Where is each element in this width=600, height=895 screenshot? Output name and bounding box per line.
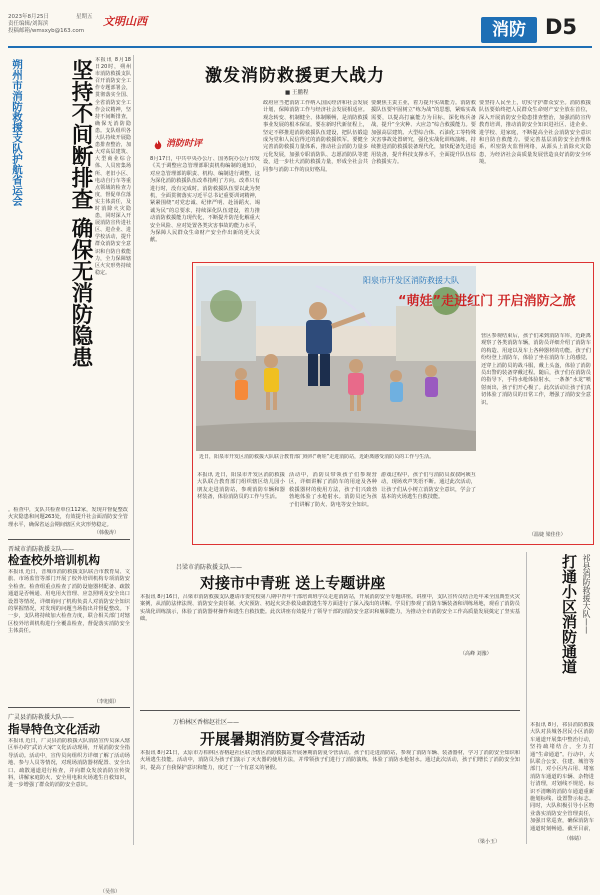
lecture-text: 本报讯 8月16日，吕梁市消防救援支队邀请市委党校第八期中青年干部培训班学员走进消防站，开展消防安全专题讲座。讲座中，支队宣传员结合近年来全国典型火灾案例，从消防法律法规、消防安全责任制、火灾预防、初起火灾扑救及疏散逃生等方面进行了深入浅出的讲解。学员们参观了消防车辆装备和训练场地，观看了消防员实战化训练演示，体验了消防器材操作和逃生自救技能。此次讲座有效提升了领导干部的消防安全意识和履职能力，为推动全市消防安全工作高质量发展奠定了坚实基础。: [140, 594, 520, 623]
divider: [140, 710, 520, 711]
right-author: （韩婧）: [564, 836, 585, 842]
lecture-author: （高峰 刘豫）: [460, 651, 492, 657]
summer-story: [140, 714, 523, 844]
main-byline: ■ 王鹏程: [285, 90, 309, 96]
story2-author: （李旭娟）: [94, 699, 120, 705]
feature-box: [192, 262, 594, 545]
feature-kicker: 阳泉市开发区消防救援大队: [363, 276, 459, 285]
feature-right-text: 营区参观结束后，孩子们来到消防车库，近距离观察了各类消防车辆，消防员详细介绍了消防车的构造、用途以及车上各种器材的功能。孩子们纷纷登上消防车，体验了坐在消防车上的感觉，还穿上消防员的战斗服，戴上头盔，体验了消防员出警的装备穿戴过程。随后，孩子们在消防员的指导下，手持水枪体验射水，一条条“水龙”喷射而出，孩子们开心极了。此次活动让孩子们真切体验了消防员的日常工作，增强了消防安全意识。: [481, 333, 591, 406]
section-label: 消防: [492, 20, 526, 40]
story2-title: 检查校外培训机构: [8, 553, 100, 567]
story3-text: 本报讯 近日，广灵县消防救援大队消防宣传员深入辖区举办的“武访大家”文化活动现场，开展消防安全指导活动。活动中，宣传员向组织方详细了解了活动场地、参与人员等情况，对现场消防器材配置、安全出口、疏散通道进行检查，并向群众发放消防宣传资料，讲解家庭防火、安全用电和火场逃生自救知识，进一步增强了群众的消防安全意识。: [8, 738, 130, 789]
lecture-kicker: 吕梁市消防救援支队——: [176, 564, 243, 571]
main-col4: 要坚持人民至上，切实守护群众安全。消防救援队伍要始终把人民群众生命财产安全放在首位，深入开展消防安全隐患排查整治，加强消防宣传教育培训，推动消防安全知识进社区、进企业、进学校、进家庭，不断提高全社会消防安全意识和自防自救能力。要完善基层消防安全治理体系，织密防火监督网络，从源头上消除火灾隐患，为经济社会高质量发展营造良好消防安全环境。: [479, 100, 591, 166]
masthead: [0, 0, 600, 52]
column-tag-label: 消防时评: [166, 139, 203, 149]
main-headline: 激发消防救援更大战力: [205, 66, 385, 86]
flame-icon: [152, 136, 164, 148]
masthead-rule: [8, 46, 592, 48]
right-title: 打通小区消防通道: [560, 554, 578, 674]
feature-author: （温婕 梁佳佳）: [529, 532, 566, 538]
main-col2: 政府应当把消防工作纳入国民经济和社会发展计划，保障消防工作与经济社会发展相适应。观念转变、机制健全、体制顺畅，是消防救援事业发展的根本保证。要在新时代新征程上，坚定不移推进消防救援队伍建设，把队伍锻造成为党和人民信得过的消防救援铁军。要健全完善消防救援力量体系，推动社会消防力量多元化发展，加强专职消防队、志愿消防队等建设，进一步壮大消防救援力量，形成全社会共同参与消防工作的良好格局。: [263, 100, 368, 173]
divider: [8, 707, 130, 708]
feature-col2: 活动中，消防员带领孩子们参观营区，详细讲解了消防车的用途及各种救援器材的使用方法，孩子们兴致勃勃地体验了水枪射水。消防员还为孩子们讲解了防火、防电等安全知识。: [289, 472, 377, 508]
editor-credit: 责任编辑/刘海滨: [8, 21, 49, 27]
photo-caption: 近日，阳泉市开发区消防救援大队联合教育部门组织“萌娃”走进消防站，近距离感受消防员的工作与生活。: [199, 454, 435, 460]
page-number: D5: [545, 15, 578, 39]
issue-weekday: 星期五: [76, 14, 93, 20]
left-intro-text: 本报讯 8月18日20时，朔州市消防救援支队召开消防安全工作专题部署会，贯彻落实全国、全省消防安全工作会议精神，坚持不间断排查，确保无消防隐患。支队组织各大队持续开展隐患排查整治，加大对高层建筑、大型商业综合体、人员密集场所、老旧小区、电动自行车等重点领域的检查力度，督促单位落实主体责任，及时消除火灾隐患，同时深入开展消防宣传进社区、进企业、进学校活动，提升群众消防安全意识和自防自救能力，全力保障辖区火灾形势持续稳定。: [95, 57, 131, 276]
submission-email: 投稿邮箱/wmsxyb@163.com: [8, 28, 85, 34]
right-text: 本报讯 8月，祁县消防救援大队对县城各居民小区消防车通道开展集中整治行动，坚持疏堵结合，全力打通“生命通道”。行动中，大队联合公安、住建、城管等部门，对小区内占用、堵塞消防车通道的车辆、杂物进行清理，对划线不规范、标识不清晰的消防车通道重新施划标线、设置警示标志。同时，大队积极引导小区物业落实消防安全管理责任，加强日常巡查，确保消防车通道时刻畅通。截至目前，: [530, 722, 594, 832]
divider: [8, 539, 130, 540]
right-story: [530, 552, 594, 844]
lecture-title: 对接市中青班 送上专题讲座: [200, 574, 386, 592]
summer-text: 本报讯 8月21日，太原市万柏林区香榕赵社区联合辖区消防救援站开展暑期消防夏令营活动。孩子们走进消防站，参观了消防车辆、装备器材，学习了消防安全知识和火场逃生技能。活动中，消防员为孩子们演示了灭火器的使用方法，并带领孩子们进行了消防演练，体验了消防水枪射水。通过此次活动，孩子们增长了消防安全知识，提高了自我保护意识和能力，度过了一个有意义的暑假。: [140, 750, 520, 771]
summer-author: （梁小玉）: [475, 839, 501, 845]
story2-text: 本报讯 近日，晋城市消防救援支队联合市教育局、文旅、市场监管等部门开展了校外培训机构专项消防安全检查。检查组重点检查了消防设施器材配备、疏散通道是否畅通、用电用火管理、应急照明及安全出口设置等情况，详细询问了机构负责人对消防安全知识的掌握情况，对发现的问题当场指出并督促整改。下一步，支队将持续加大检查力度，联合相关部门对辖区校外培训机构进行全覆盖检查，督促落实消防安全主体责任。: [8, 569, 130, 635]
main-col3: 要聚焦主责主业，着力提升实战能力。消防救援队伍要牢固树立“练为战”的思想，紧贴实战需要，以提高打赢能力为目标，深化练兵备战，提升“全灾种、大应急”综合救援能力。要加强高层建筑、大型综合体、石油化工等特殊灾害事故处置研究，强化实战化训练演练，持续推进消防救援装备现代化，加快配备先进适用装备，提升科技支撑水平，全面提升队伍综合救援实力。: [371, 100, 476, 166]
left-intro-author: （韩俊涛）: [94, 530, 120, 536]
section-badge: [481, 17, 537, 43]
left-column: [8, 55, 131, 895]
summer-kicker: 万柏林区香榕赵社区——: [173, 719, 240, 726]
summer-title: 开展暑期消防夏令营活动: [200, 730, 366, 748]
issue-date: 2023年8月25日: [8, 14, 49, 20]
column-tag: [152, 135, 212, 151]
story3-title: 指导特色文化活动: [8, 722, 100, 736]
column-divider: [133, 55, 134, 845]
story3-kicker: 广灵县消防救援大队——: [8, 714, 75, 721]
masthead-logo: 文明山西: [103, 15, 147, 28]
left-intro-text-2: 。检查中，支队共检查单位112家，发现并督促整改火灾隐患和问题263处，有效提升社会面消防安全管理水平，确保省运会期间辖区火灾形势稳定。: [8, 507, 128, 528]
feature-title: “萌娃”走进红门 开启消防之旅: [398, 294, 576, 309]
main-story: [140, 55, 592, 255]
column-divider: [526, 552, 527, 844]
lecture-story: [140, 552, 523, 657]
story3-author: （吴伟）: [100, 889, 121, 895]
main-col1: 8月17日，中共中央办公厅、国务院办公厅印发《关于调整应急管理部职责机构编制的通知》，对应急管理部的职责、机构、编制进行调整，这为深化消防救援队伍改革指明了方向。改革只有进行时，没有完成时。消防救援队伍要以此为契机，全面贯彻落实习近平总书记重要训词精神，紧紧围绕“对党忠诚、纪律严明、赴汤蹈火、竭诚为民”的总要求，持续深化队伍建设，着力推动消防救援能力现代化，不断提升防范化解重大安全风险、应对处置各类灾害事故的能力水平，为保障人民群众生命财产安全作出新的更大贡献。: [150, 156, 260, 244]
left-subtitle: 朔州市消防救援支队护航省运会: [11, 59, 23, 206]
feature-col3: 游戏过程中，孩子们与消防员叔叔阿姨互动，现场欢声笑语不断。通过此次活动，让孩子们从小树立消防安全意识，学会了基本的火场逃生自救技能。: [381, 472, 476, 501]
left-headline: 坚持不间断排查 确保无消防隐患: [68, 59, 93, 368]
feature-col1: 本报讯 近日，阳泉市开发区消防救援大队联合教育部门组织辖区幼儿园小朋友走进消防站，参观消防车辆和器材装备，体验消防员的工作与生活。: [197, 472, 285, 501]
story2-kicker: 晋城市消防救援支队——: [8, 546, 75, 553]
right-kicker: 祁县消防救援大队——: [582, 554, 591, 634]
